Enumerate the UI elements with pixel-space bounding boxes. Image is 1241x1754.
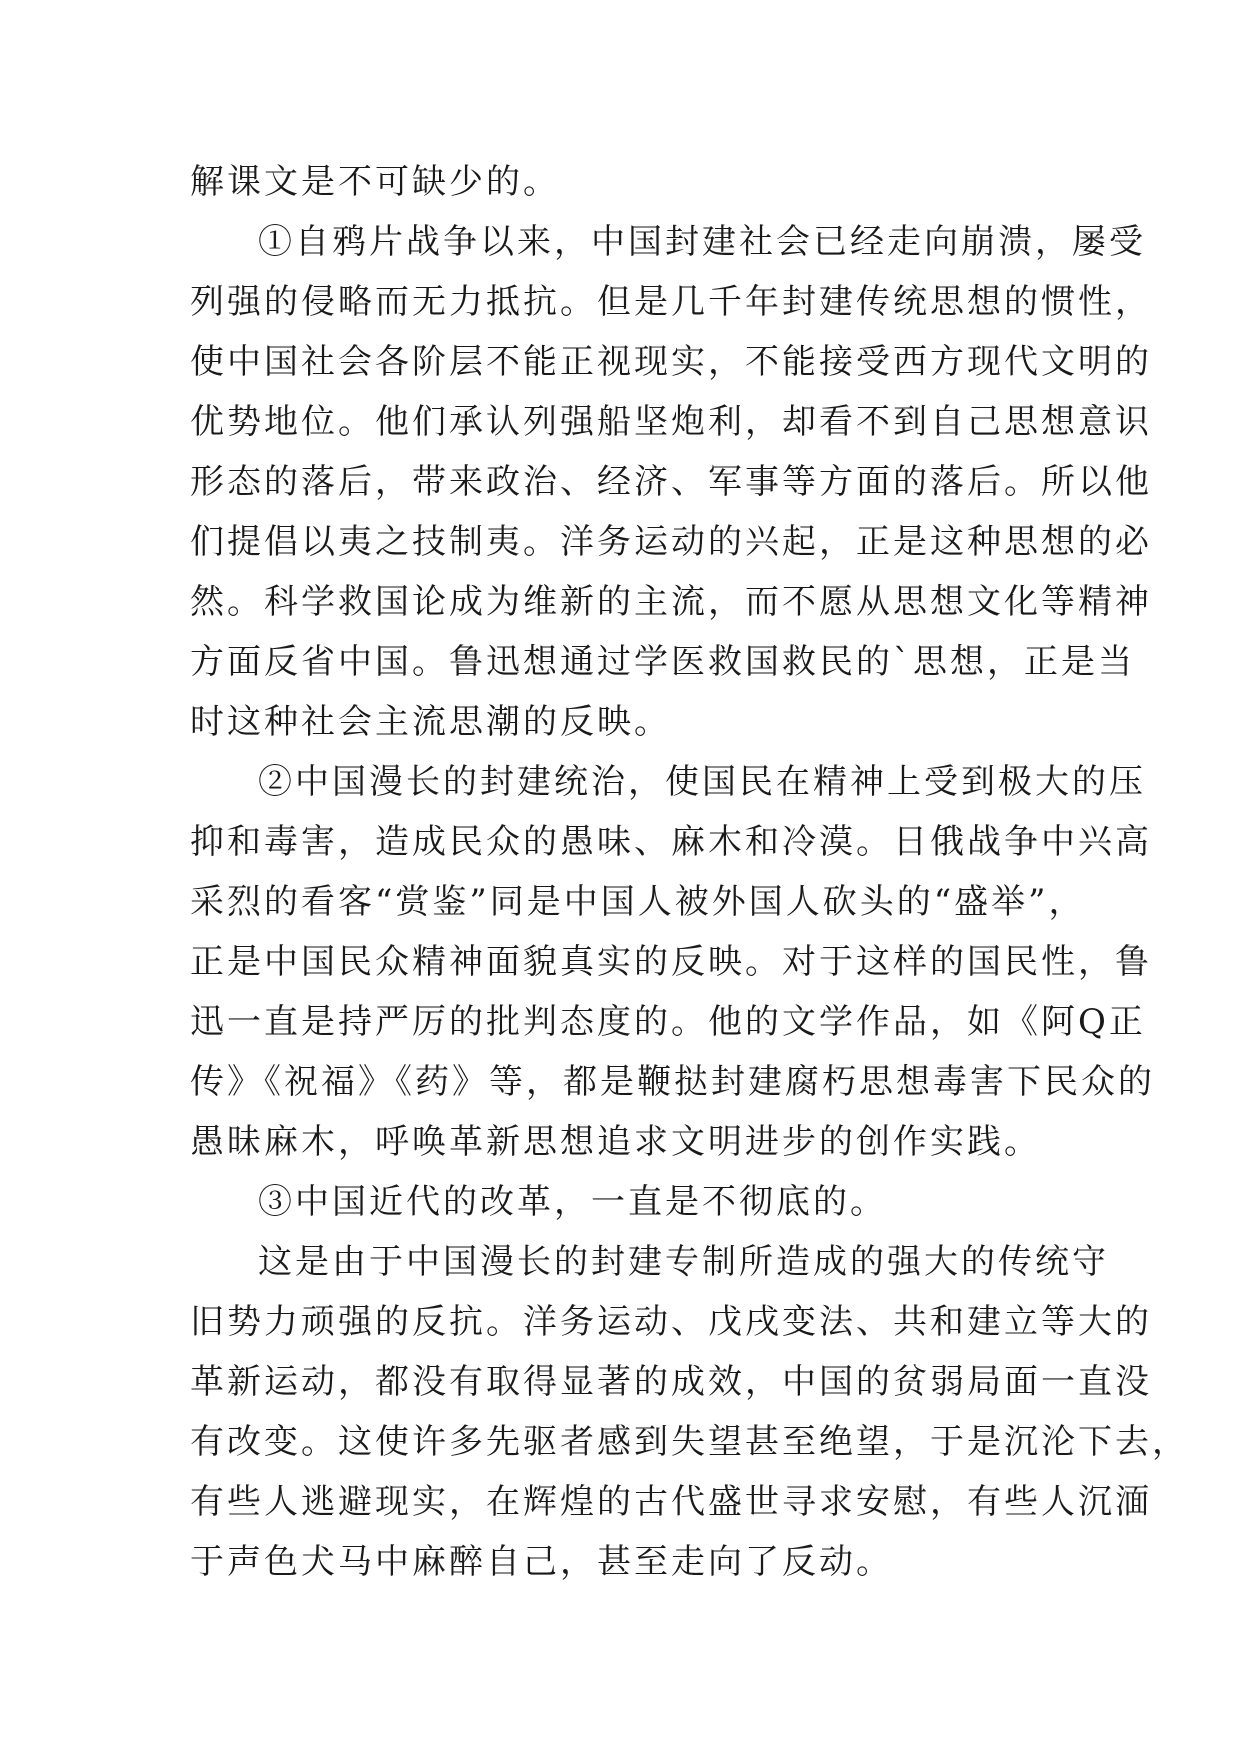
text-line: 正是中国民众精神面貌真实的反映。对于这样的国民性，鲁 xyxy=(190,942,1152,982)
text-line: ③中国近代的改革，一直是不彻底的。 xyxy=(258,1182,887,1222)
text-line: ①自鸦片战争以来，中国封建社会已经走向崩溃，屡受 xyxy=(258,222,1146,262)
text-line: 们提倡以夷之技制夷。洋务运动的兴起，正是这种思想的必 xyxy=(190,522,1152,562)
text-line: 革新运动，都没有取得显著的成效，中国的贫弱局面一直没 xyxy=(190,1362,1152,1402)
text-line: 采烈的看客“赏鉴”同是中国人被外国人砍头的“盛举”， xyxy=(190,882,1086,922)
text-line: 迅一直是持严厉的批判态度的。他的文学作品，如《阿Q正 xyxy=(190,1002,1146,1042)
text-line: 优势地位。他们承认列强船坚炮利，却看不到自己思想意识 xyxy=(190,402,1152,442)
text-line: 形态的落后，带来政治、经济、军事等方面的落后。所以他 xyxy=(190,462,1152,502)
text-line: 传》《祝福》《药》等，都是鞭挞封建腐朽思想毒害下民众的 xyxy=(190,1062,1155,1102)
text-line: 旧势力顽强的反抗。洋务运动、戊戌变法、共和建立等大的 xyxy=(190,1302,1152,1342)
document-body xyxy=(190,152,1189,1592)
text-line: 愚昧麻木，呼唤革新思想追求文明进步的创作实践。 xyxy=(190,1122,1041,1162)
text-line: 这是由于中国漫长的封建专制所造成的强大的传统守 xyxy=(258,1242,1109,1282)
text-line: 方面反省中国。鲁迅想通过学医救国救民的`思想，正是当 xyxy=(190,642,1135,682)
text-line: 有改变。这使许多先驱者感到失望甚至绝望，于是沉沦下去， xyxy=(190,1422,1189,1462)
text-line: 抑和毒害，造成民众的愚味、麻木和冷漠。日俄战争中兴高 xyxy=(190,822,1152,862)
text-line: 解课文是不可缺少的。 xyxy=(190,162,560,202)
text-line: 有些人逃避现实，在辉煌的古代盛世寻求安慰，有些人沉湎 xyxy=(190,1482,1152,1522)
text-line: 时这种社会主流思潮的反映。 xyxy=(190,702,671,742)
text-line: ②中国漫长的封建统治，使国民在精神上受到极大的压 xyxy=(258,762,1146,802)
text-line: 列强的侵略而无力抵抗。但是几千年封建传统思想的惯性， xyxy=(190,282,1152,322)
text-line: 于声色犬马中麻醉自己，甚至走向了反动。 xyxy=(190,1542,893,1582)
text-line: 然。科学救国论成为维新的主流，而不愿从思想文化等精神 xyxy=(190,582,1152,622)
text-line: 使中国社会各阶层不能正视现实，不能接受西方现代文明的 xyxy=(190,342,1152,382)
